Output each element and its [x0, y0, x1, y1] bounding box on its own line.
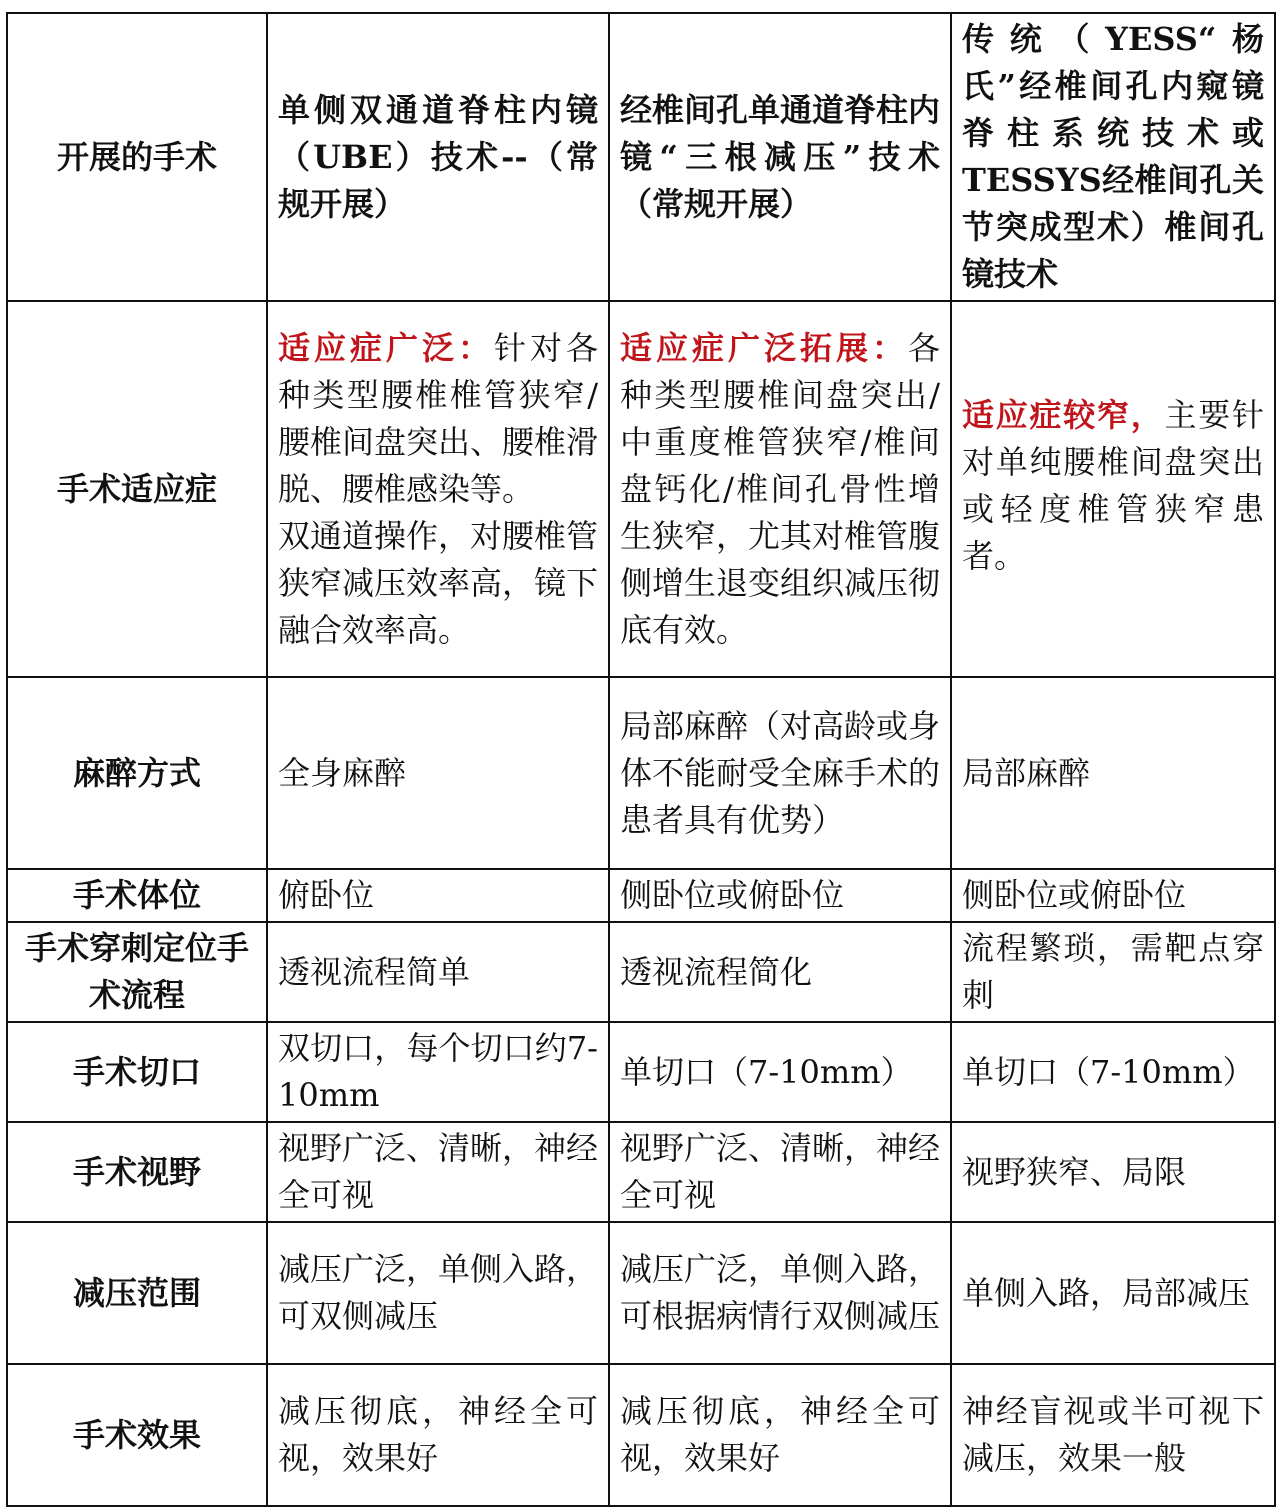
- table-cell: 单侧入路，局部减压: [951, 1222, 1275, 1364]
- table-row: [7, 301, 1275, 677]
- table-cell: 神经盲视或半可视下减压，效果一般: [951, 1364, 1275, 1506]
- highlight-text: 适应症广泛：: [278, 328, 494, 367]
- header-row: [7, 13, 1275, 301]
- table-row: [7, 869, 1275, 922]
- table-row: [7, 922, 1275, 1022]
- table-cell: 侧卧位或俯卧位: [951, 869, 1275, 922]
- table-cell: 透视流程简单: [267, 922, 609, 1022]
- comparison-table: [6, 12, 1276, 1507]
- row-label: 减压范围: [7, 1222, 267, 1364]
- row-label: 麻醉方式: [7, 677, 267, 869]
- highlight-text: 适应症广泛拓展：: [620, 328, 908, 367]
- cell-text: 各种类型腰椎间盘突出/中重度椎管狭窄/椎间盘钙化/椎间孔骨性增生狭窄，尤其对椎管腹侧增生退变组织减压彻底有效。: [620, 328, 941, 649]
- table-cell: [609, 301, 951, 677]
- cell-text: 主要针对单纯腰椎间盘突出或轻度椎管狭窄患者。: [962, 396, 1264, 575]
- table-row: [7, 1222, 1275, 1364]
- table-cell: 流程繁琐，需靶点穿刺: [951, 922, 1275, 1022]
- table-cell: 侧卧位或俯卧位: [609, 869, 951, 922]
- table-cell: 视野广泛、清晰，神经全可视: [609, 1122, 951, 1222]
- row-label: 手术效果: [7, 1364, 267, 1506]
- highlight-text: 适应症较窄，: [962, 396, 1165, 434]
- cell-text: 双通道操作，对腰椎管狭窄减压效率高，镜下融合效率高。: [278, 516, 599, 649]
- table-cell: 局部麻醉: [951, 677, 1275, 869]
- table-cell: 减压广泛，单侧入路，可根据病情行双侧减压: [609, 1222, 951, 1364]
- table-cell: 单切口（7-10mm）: [609, 1022, 951, 1122]
- table-cell: [951, 301, 1275, 677]
- table-row: [7, 1364, 1275, 1506]
- table-cell: 全身麻醉: [267, 677, 609, 869]
- table-cell: 视野广泛、清晰，神经全可视: [267, 1122, 609, 1222]
- table-cell: 减压彻底，神经全可视，效果好: [267, 1364, 609, 1506]
- row-label: 手术视野: [7, 1122, 267, 1222]
- table-cell: 俯卧位: [267, 869, 609, 922]
- table-cell: [267, 301, 609, 677]
- row-label: 手术穿刺定位手术流程: [7, 922, 267, 1022]
- table-row: [7, 677, 1275, 869]
- row-label: 手术适应症: [7, 301, 267, 677]
- row-label: 手术体位: [7, 869, 267, 922]
- table-cell: 减压广泛，单侧入路，可双侧减压: [267, 1222, 609, 1364]
- row-label: 手术切口: [7, 1022, 267, 1122]
- column-header-single-channel: 经椎间孔单通道脊柱内镜“三根减压”技术（常规开展）: [609, 13, 951, 301]
- table-cell: 局部麻醉（对高龄或身体不能耐受全麻手术的患者具有优势）: [609, 677, 951, 869]
- table-cell: 视野狭窄、局限: [951, 1122, 1275, 1222]
- table-cell: 双切口，每个切口约7-10mm: [267, 1022, 609, 1122]
- column-header-traditional: 传统（YESS“杨氏”经椎间孔内窥镜脊柱系统技术或TESSYS经椎间孔关节突成型术）椎间孔镜技术: [951, 13, 1275, 301]
- table-row: [7, 1022, 1275, 1122]
- table-cell: 减压彻底，神经全可视，效果好: [609, 1364, 951, 1506]
- column-header-ube: 单侧双通道脊柱内镜（UBE）技术--（常规开展）: [267, 13, 609, 301]
- table-cell: 透视流程简化: [609, 922, 951, 1022]
- table-row: [7, 1122, 1275, 1222]
- cell-text: 针对各种类型腰椎椎管狭窄/腰椎间盘突出、腰椎滑脱、腰椎感染等。: [278, 328, 599, 508]
- table-cell: 单切口（7-10mm）: [951, 1022, 1275, 1122]
- row-header-label: 开展的手术: [7, 13, 267, 301]
